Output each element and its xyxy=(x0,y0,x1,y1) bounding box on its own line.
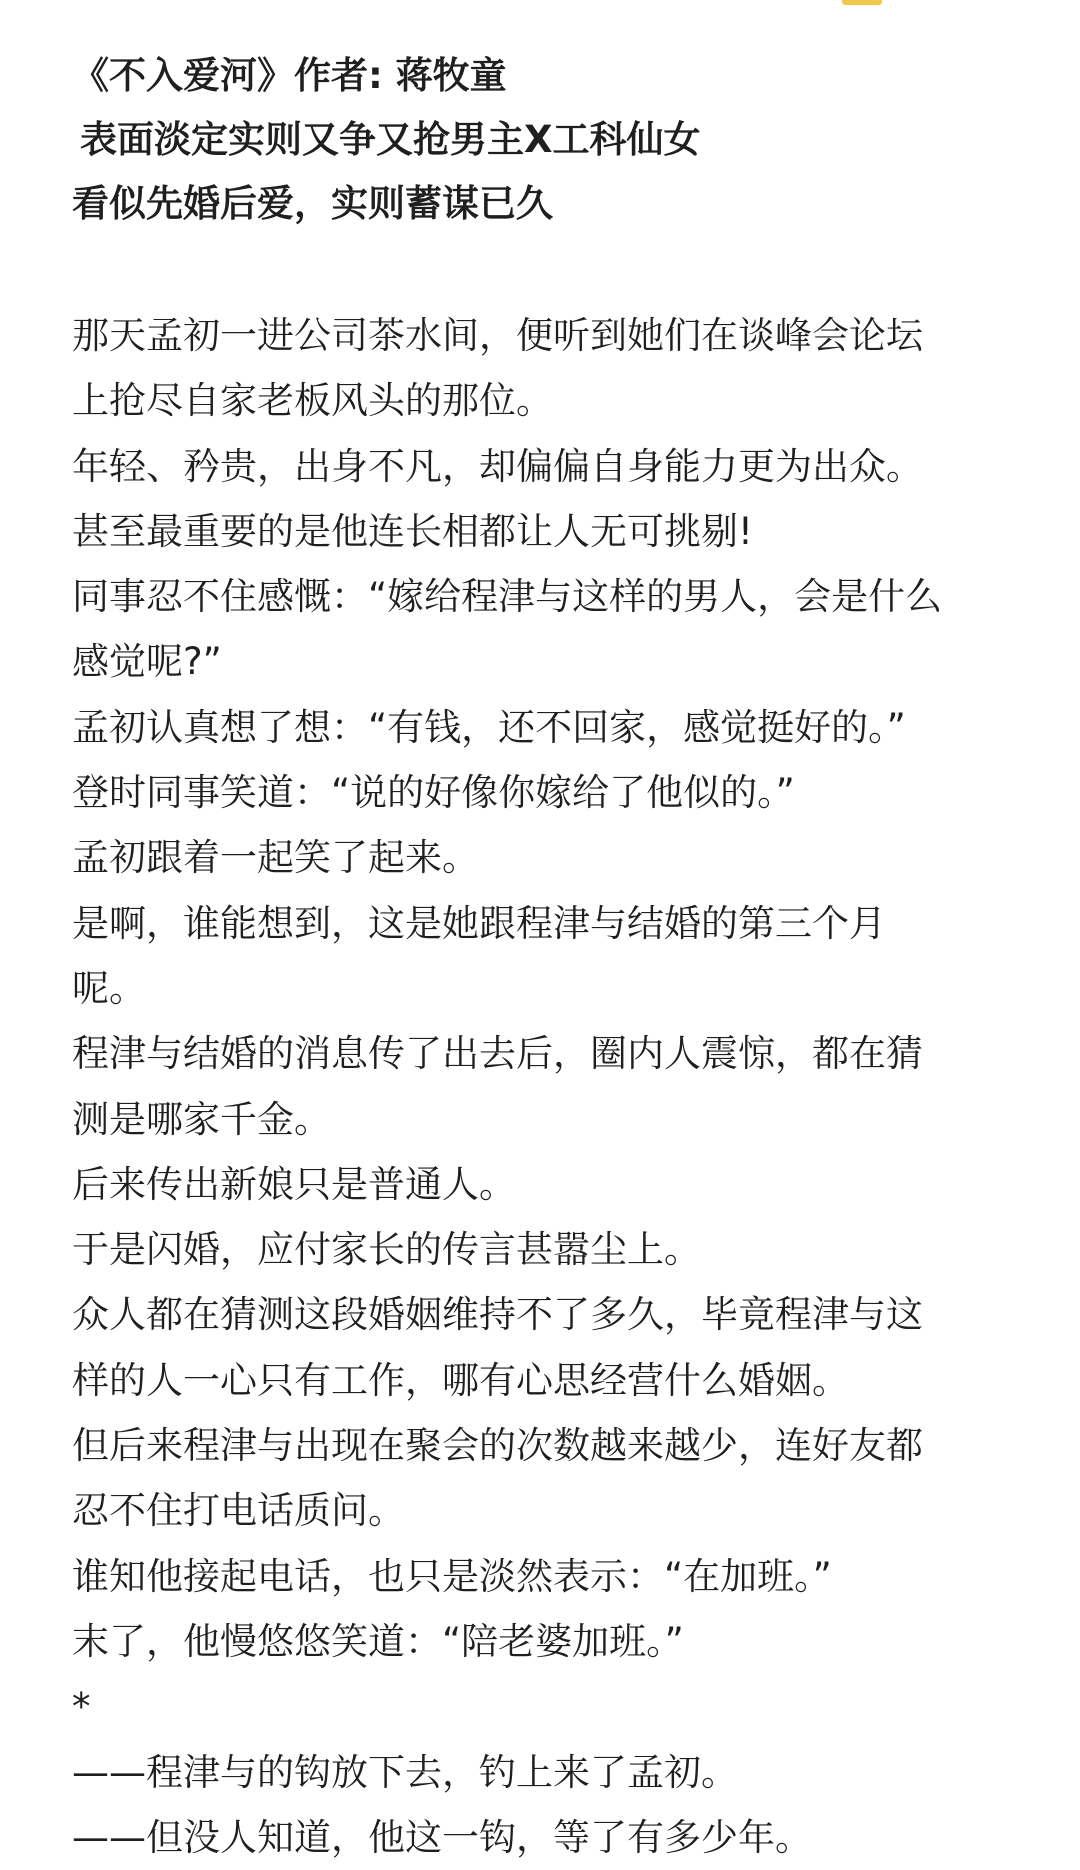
synopsis-line: 上抢尽自家老板风头的那位。 xyxy=(72,379,553,423)
synopsis-line: 同事忍不住感慨：“嫁给程津与这样的男人，会是什么 xyxy=(72,575,943,619)
synopsis-line: 测是哪家千金。 xyxy=(72,1097,331,1141)
synopsis-line: 样的人一心只有工作，哪有心思经营什么婚姻。 xyxy=(72,1358,849,1402)
synopsis-line: ——程津与的钩放下去，钓上来了孟初。 xyxy=(72,1750,738,1794)
book-tagline-plot: 看似先婚后爱，实则蓄谋已久 xyxy=(72,182,553,225)
synopsis-line: 孟初认真想了想：“有钱，还不回家，感觉挺好的。” xyxy=(72,705,906,749)
synopsis-line: 于是闪婚，应付家长的传言甚嚣尘上。 xyxy=(72,1228,701,1272)
synopsis-line: 孟初跟着一起笑了起来。 xyxy=(72,836,479,880)
synopsis-line: 登时同事笑道：“说的好像你嫁给了他似的。” xyxy=(72,771,795,815)
synopsis-line: 谁知他接起电话，也只是淡然表示：“在加班。” xyxy=(72,1554,832,1598)
synopsis-line: 但后来程津与出现在聚会的次数越来越少，连好友都 xyxy=(72,1424,923,1468)
synopsis-line: 那天孟初一进公司茶水间，便听到她们在谈峰会论坛 xyxy=(72,314,923,357)
synopsis-line: 忍不住打电话质问。 xyxy=(72,1489,405,1533)
synopsis-line: 程津与结婚的消息传了出去后，圈内人震惊，都在猜 xyxy=(72,1032,923,1076)
synopsis-line: 甚至最重要的是他连长相都让人无可挑剔! xyxy=(72,509,753,553)
book-tagline-characters: 表面淡定实则又争又抢男主Ⅹ工科仙女 xyxy=(80,118,701,161)
synopsis-line: 感觉呢?” xyxy=(72,640,222,684)
section-divider: * xyxy=(72,1685,91,1729)
synopsis-line: ——但没人知道，他这一钩，等了有多少年。 xyxy=(72,1815,812,1859)
book-synopsis xyxy=(72,303,1032,1870)
book-header xyxy=(72,44,1032,236)
synopsis-line: 众人都在猜测这段婚姻维持不了多久，毕竟程津与这 xyxy=(72,1293,923,1337)
synopsis-line: 末了，他慢悠悠笑道：“陪老婆加班。” xyxy=(72,1619,684,1663)
synopsis-line: 是啊，谁能想到，这是她跟程津与结婚的第三个月 xyxy=(72,901,886,945)
synopsis-line: 后来传出新娘只是普通人。 xyxy=(72,1162,516,1206)
synopsis-line: 年轻、矜贵，出身不凡，却偏偏自身能力更为出众。 xyxy=(72,444,923,488)
highlight-mark xyxy=(842,0,882,5)
top-cropped-area xyxy=(0,0,1080,30)
synopsis-line: 呢。 xyxy=(72,966,146,1010)
book-title-author: 《不入爱河》作者: 蒋牧童 xyxy=(72,54,507,97)
